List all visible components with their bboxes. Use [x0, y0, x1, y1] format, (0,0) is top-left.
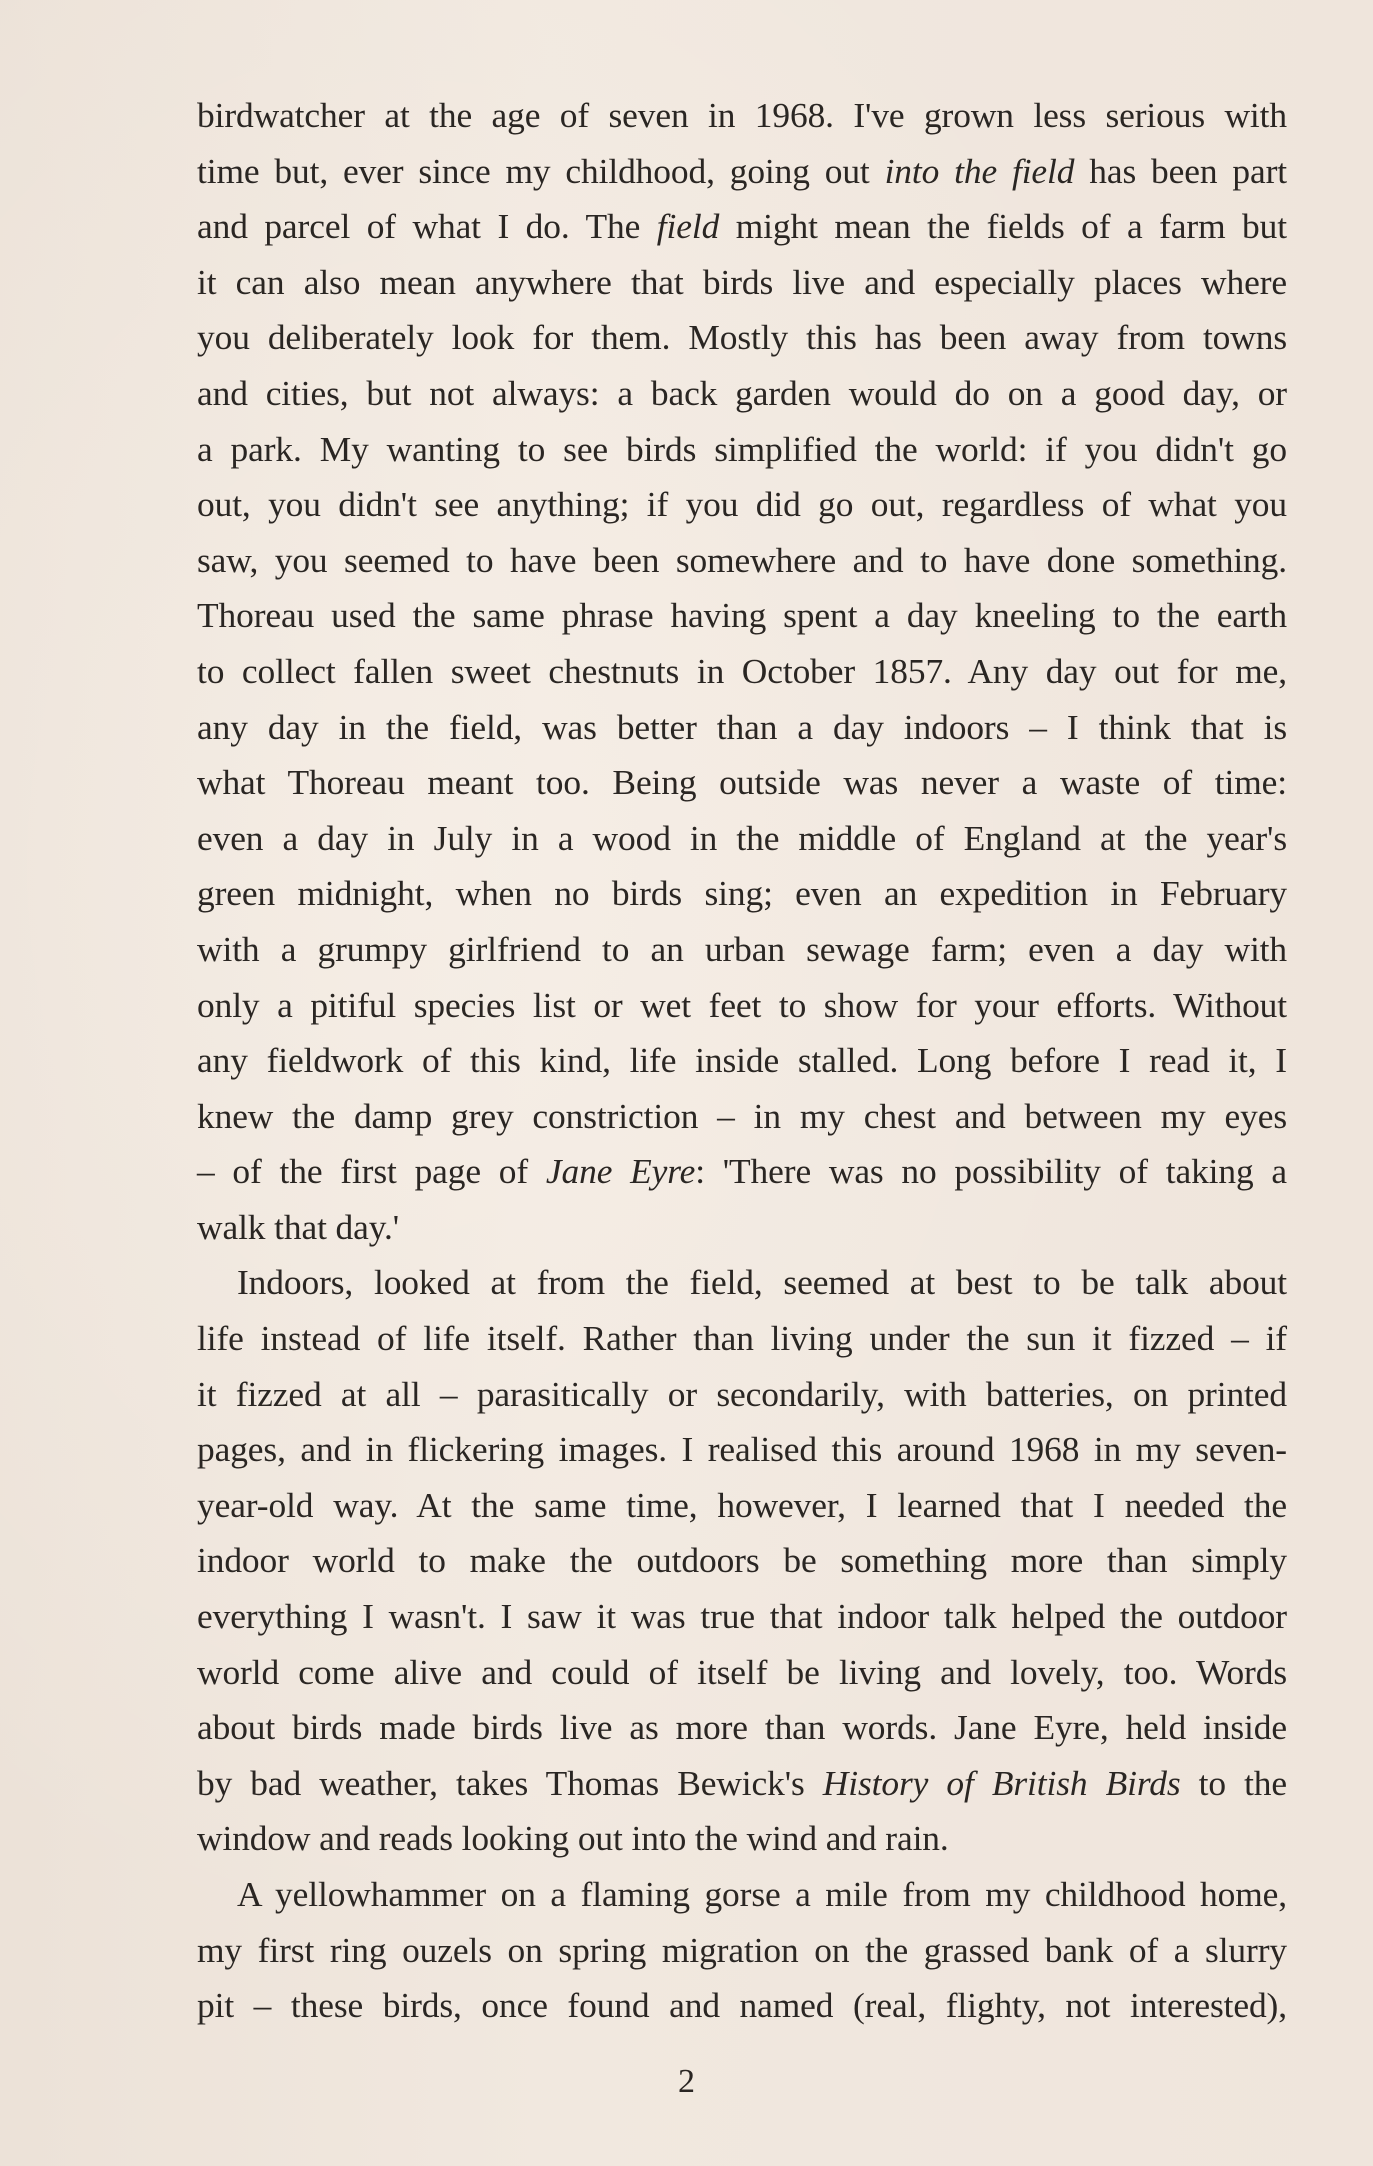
text-line	[197, 811, 1287, 867]
text-line	[197, 1478, 1287, 1534]
text-run: you deliberately look for them. Mostly this has been away from towns	[197, 317, 1287, 358]
text-line	[197, 1255, 1287, 1311]
text-run: any fieldwork of this kind, life inside stalled. Long before I read it, I	[197, 1040, 1287, 1081]
text-line	[197, 1645, 1287, 1701]
text-line	[197, 310, 1287, 366]
body-text	[197, 88, 1287, 2034]
text-line	[197, 1978, 1287, 2034]
paragraph	[197, 88, 1287, 1255]
text-run: Thoreau used the same phrase having spent a day kneeling to the earth	[197, 595, 1287, 636]
text-line	[197, 1867, 1287, 1923]
text-run: it can also mean anywhere that birds live and especially places where	[197, 261, 1287, 302]
text-run: window and reads looking out into the wind and rain.	[197, 1818, 949, 1859]
text-line	[197, 144, 1287, 200]
text-line	[197, 1311, 1287, 1367]
text-run: everything I wasn't. I saw it was true that indoor talk helped the outdoor	[197, 1596, 1287, 1637]
text-line	[197, 700, 1287, 756]
text-run: has been part	[1074, 150, 1287, 191]
text-run: about birds made birds live as more than words. Jane Eyre, held inside	[197, 1707, 1287, 1748]
text-run: my first ring ouzels on spring migration on the grassed bank of a slurry	[197, 1929, 1287, 1970]
text-line	[197, 755, 1287, 811]
text-run: might mean the fields of a farm but	[719, 206, 1287, 247]
paragraph	[197, 1867, 1287, 2034]
text-line	[197, 588, 1287, 644]
text-run: what Thoreau meant too. Being outside was never a waste of time:	[197, 762, 1287, 803]
text-run: – of the first page of	[197, 1151, 546, 1192]
text-run: green midnight, when no birds sing; even an expedition in February	[197, 873, 1287, 914]
text-run: saw, you seemed to have been somewhere and to have done something.	[197, 539, 1287, 580]
text-run: to the	[1180, 1762, 1288, 1803]
text-run: A yellowhammer on a flaming gorse a mile from my childhood home,	[237, 1874, 1287, 1914]
text-run: only a pitiful species list or wet feet to show for your efforts. Without	[197, 984, 1287, 1025]
text-run: indoor world to make the outdoors be something more than simply	[197, 1540, 1287, 1581]
text-run: world come alive and could of itself be living and lovely, too. Words	[197, 1651, 1287, 1692]
text-run: birdwatcher at the age of seven in 1968. I've grown less serious with	[197, 95, 1287, 135]
text-run: and parcel of what I do. The	[197, 206, 657, 247]
text-run: pages, and in flickering images. I realised this around 1968 in my seven-	[197, 1429, 1287, 1470]
text-run: to collect fallen sweet chestnuts in October 1857. Any day out for me,	[197, 650, 1287, 691]
text-line	[197, 88, 1287, 144]
text-line	[197, 1089, 1287, 1145]
italic-run: field	[656, 206, 720, 247]
text-run: and cities, but not always: a back garden would do on a good day, or	[197, 372, 1287, 413]
text-run: walk that day.'	[197, 1206, 400, 1247]
italic-run: History of British Birds	[822, 1762, 1181, 1803]
text-line	[197, 1700, 1287, 1756]
text-line	[197, 1811, 1287, 1867]
page-number: 2	[678, 2063, 695, 2100]
text-line	[197, 422, 1287, 478]
text-run: year-old way. At the same time, however, I learned that I needed the	[197, 1484, 1287, 1525]
text-line	[197, 199, 1287, 255]
text-line	[197, 1422, 1287, 1478]
text-line	[197, 1033, 1287, 1089]
text-run: Indoors, looked at from the field, seemed at best to be talk about	[237, 1262, 1287, 1303]
text-line	[197, 533, 1287, 589]
text-line	[197, 922, 1287, 978]
text-line	[197, 255, 1287, 311]
text-run: life instead of life itself. Rather than living under the sun it fizzed – if	[197, 1318, 1287, 1359]
text-run: any day in the field, was better than a day indoors – I think that is	[197, 706, 1287, 747]
text-line	[197, 477, 1287, 533]
text-run: it fizzed at all – parasitically or secondarily, with batteries, on printed	[197, 1373, 1287, 1414]
text-line	[197, 1200, 1287, 1256]
text-line	[197, 1144, 1287, 1200]
text-line	[197, 978, 1287, 1034]
text-line	[197, 366, 1287, 422]
text-run: with a grumpy girlfriend to an urban sewage farm; even a day with	[197, 928, 1287, 969]
text-run: out, you didn't see anything; if you did go out, regardless of what you	[197, 484, 1287, 525]
text-line	[197, 866, 1287, 922]
paragraph	[197, 1255, 1287, 1867]
text-line	[197, 1533, 1287, 1589]
text-run: by bad weather, takes Thomas Bewick's	[197, 1762, 823, 1803]
text-run: even a day in July in a wood in the middle of England at the year's	[197, 817, 1287, 858]
text-run: a park. My wanting to see birds simplified the world: if you didn't go	[197, 428, 1287, 469]
italic-run: Jane Eyre	[545, 1151, 696, 1192]
text-line	[197, 1367, 1287, 1423]
text-line	[197, 1756, 1287, 1812]
text-line	[197, 644, 1287, 700]
text-run: : 'There was no possibility of taking a	[695, 1151, 1288, 1192]
italic-run: into the field	[884, 150, 1075, 191]
text-run: time but, ever since my childhood, going out	[197, 150, 885, 191]
text-run: knew the damp grey constriction – in my chest and between my eyes	[197, 1095, 1287, 1136]
text-line	[197, 1923, 1287, 1979]
text-run: pit – these birds, once found and named (real, flighty, not interested),	[197, 1985, 1287, 2026]
text-line	[197, 1589, 1287, 1645]
